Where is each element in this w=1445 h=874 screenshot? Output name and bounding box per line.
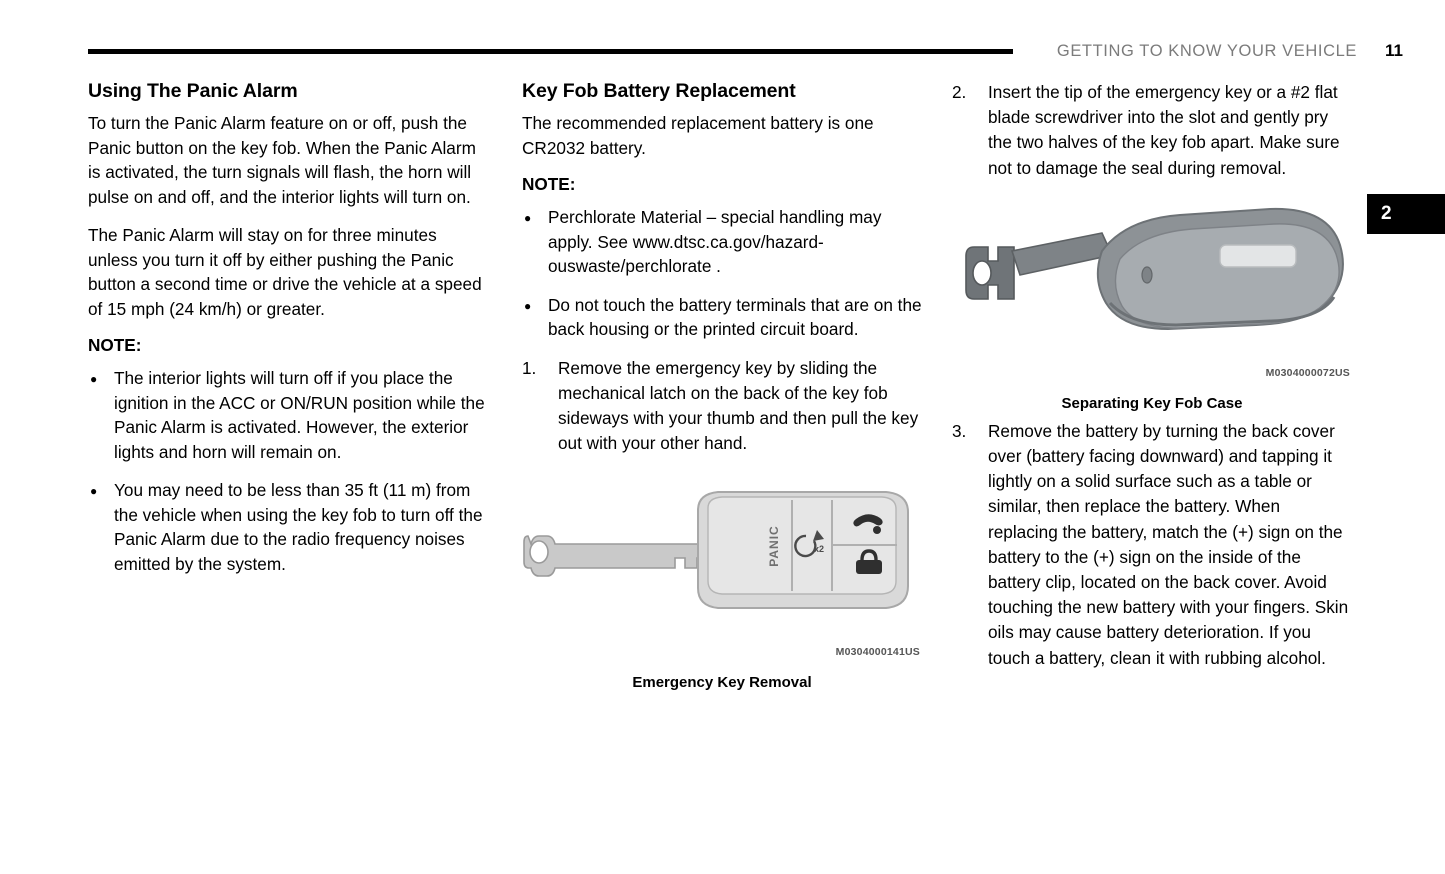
step-number: 2. <box>952 82 967 102</box>
list-item: ● Perchlorate Material – special handling may apply. See www.dtsc.ca.gov/hazard-ouswaste/perchlorate . <box>522 205 922 279</box>
column-two <box>522 80 922 692</box>
step-list-bottom <box>952 419 1352 671</box>
paragraph: The Panic Alarm will stay on for three minutes unless you turn it off by either pushing the Panic button a second time or drive the vehicle at a speed of 15 mph (24 km/h) or greater. <box>88 225 482 319</box>
figure-caption: Separating Key Fob Case <box>1061 394 1243 412</box>
column-two-heading: Key Fob Battery Replacement <box>522 80 796 102</box>
note-label: NOTE: <box>88 335 142 355</box>
section-title: GETTING TO KNOW YOUR VEHICLE <box>1056 41 1357 60</box>
note-label: NOTE: <box>522 174 576 194</box>
column-one-heading: Using The Panic Alarm <box>88 80 298 102</box>
svg-text:x2: x2 <box>814 544 825 555</box>
page-header <box>88 36 1403 66</box>
note-bullet-list <box>88 366 488 576</box>
step-text: Insert the tip of the emergency key or a #2 flat blade screwdriver into the slot and gently pry the two halves of the key fob apart. Make sure not to damage the seal during removal. <box>988 82 1340 178</box>
column-three <box>952 80 1352 687</box>
figure-caption: Emergency Key Removal <box>632 674 812 692</box>
figure-code: M0304000072US <box>1265 366 1350 379</box>
key-fob-illustration <box>522 474 922 644</box>
list-item <box>952 419 1352 671</box>
step-list <box>522 356 922 457</box>
figure-emergency-key-removal <box>522 474 922 692</box>
step-list-top <box>952 80 1352 181</box>
page-number: 11 <box>1385 41 1403 60</box>
step-text: Remove the battery by turning the back cover over (battery facing downward) and tapping it lightly on a solid surface such as a table or similar, then replace the battery. When replacing the battery, match the (+) sign on the battery to the (+) sign on the inside of the battery clip, located on the back cover. Avoid touching the new battery with your fingers. Skin oils may cause battery deterioration. If you touch a battery, clean it with rubbing alcohol. <box>988 420 1349 668</box>
step-text: Remove the emergency key by sliding the mechanical latch on the back of the key fob sideways with your thumb and then pull the key out with your other hand. <box>558 357 919 454</box>
column-one <box>88 80 488 590</box>
list-item: ● The interior lights will turn off if you place the ignition in the ACC or ON/RUN position while the Panic Alarm is activated. However, the exterior lights and horn will remain on. <box>88 366 488 464</box>
step-number: 3. <box>952 420 967 441</box>
step-number: 1. <box>522 357 537 378</box>
figure-separating-key-fob-case <box>952 199 1352 419</box>
paragraph: The recommended replacement battery is one CR2032 battery. <box>522 113 874 158</box>
note-bullet-list <box>522 205 922 342</box>
section-tab: 2 <box>1367 194 1445 234</box>
header-rule <box>88 49 1013 54</box>
paragraph: To turn the Panic Alarm feature on or off, push the Panic button on the key fob. When the Panic Alarm is activated, the turn signals will flash, the horn will pulse on and off, and the interior lights will turn on. <box>88 113 476 207</box>
key-fob-case-illustration <box>952 199 1352 369</box>
list-item <box>522 356 922 457</box>
list-item: ● You may need to be less than 35 ft (11 m) from the vehicle when using the key fob to turn off the Panic Alarm due to the radio frequency noises emitted by the system. <box>88 478 488 576</box>
list-item: ● Do not touch the battery terminals that are on the back housing or the printed circuit board. <box>522 293 922 342</box>
figure-code: M0304000141US <box>835 646 920 659</box>
svg-text:PANIC: PANIC <box>767 525 781 568</box>
list-item <box>952 80 1352 181</box>
